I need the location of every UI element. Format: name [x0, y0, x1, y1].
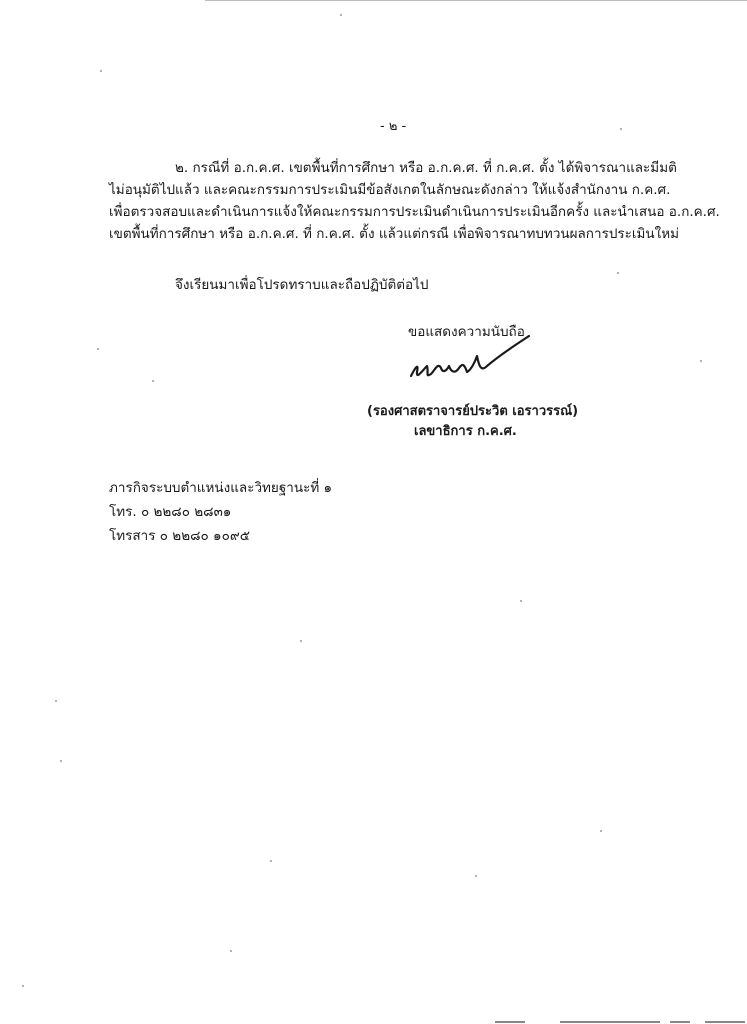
- scan-speck: [60, 760, 62, 762]
- scan-speck: [520, 600, 522, 602]
- scan-speck: [97, 348, 99, 350]
- scan-bottom-edge: [560, 1021, 660, 1023]
- handwritten-signature: [405, 332, 535, 387]
- scan-speck: [22, 985, 24, 987]
- scan-speck: [55, 700, 57, 702]
- scan-speck: [620, 128, 622, 130]
- scan-speck: [230, 950, 232, 952]
- scan-speck: [700, 360, 702, 362]
- scan-bottom-edge: [705, 1021, 745, 1023]
- regards-line: ขอแสดงความนับถือ: [408, 324, 525, 340]
- scan-bottom-edge: [670, 1021, 690, 1023]
- closing-line: จึงเรียนมาเพื่อโปรดทราบและถือปฏิบัติต่อไป: [175, 277, 429, 293]
- scan-speck: [600, 830, 602, 832]
- scan-bottom-edge: [495, 1021, 525, 1023]
- scan-speck: [300, 640, 302, 642]
- page-number: - ๒ -: [380, 119, 407, 134]
- scan-speck: [100, 70, 102, 72]
- scan-speck: [340, 14, 342, 16]
- paragraph-line: เพื่อตรวจสอบและดำเนินการแจ้งให้คณะกรรมการประเมินดำเนินการประเมินอีกครั้ง และนำเสนอ อ.ก.ค.ศ.: [109, 204, 720, 220]
- signer-title: เลขาธิการ ก.ค.ศ.: [414, 424, 517, 439]
- signer-name: (รองศาสตราจารย์ประวิต เอราวรรณ์): [367, 404, 579, 419]
- scan-top-edge: [205, 0, 747, 1]
- scan-speck: [475, 875, 477, 877]
- paragraph-line: เขตพื้นที่การศึกษา หรือ อ.ก.ค.ศ. ที่ ก.ค.ศ. ตั้ง แล้วแต่กรณี เพื่อพิจารณาทบทวนผลการประเมินใหม่: [109, 226, 680, 242]
- paragraph-line: ๒. กรณีที่ อ.ก.ค.ศ. เขตพื้นที่การศึกษา หรือ อ.ก.ค.ศ. ที่ ก.ค.ศ. ตั้ง ได้พิจารณาและมีมติ: [175, 160, 677, 176]
- body-paragraph: [109, 157, 720, 245]
- contact-department: ภารกิจระบบตำแหน่งและวิทยฐานะที่ ๑: [109, 480, 333, 496]
- paragraph-line: ไม่อนุมัติไปแล้ว และคณะกรรมการประเมินมีข้อสังเกตในลักษณะดังกล่าว ให้แจ้งสำนักงาน ก.ค.ศ.: [109, 182, 671, 198]
- scan-speck: [152, 380, 154, 382]
- contact-fax: โทรสาร ๐ ๒๒๘๐ ๑๐๙๕: [109, 528, 250, 544]
- scan-speck: [270, 860, 272, 862]
- scan-speck: [617, 272, 619, 274]
- contact-phone: โทร. ๐ ๒๒๘๐ ๒๘๓๑: [109, 504, 232, 520]
